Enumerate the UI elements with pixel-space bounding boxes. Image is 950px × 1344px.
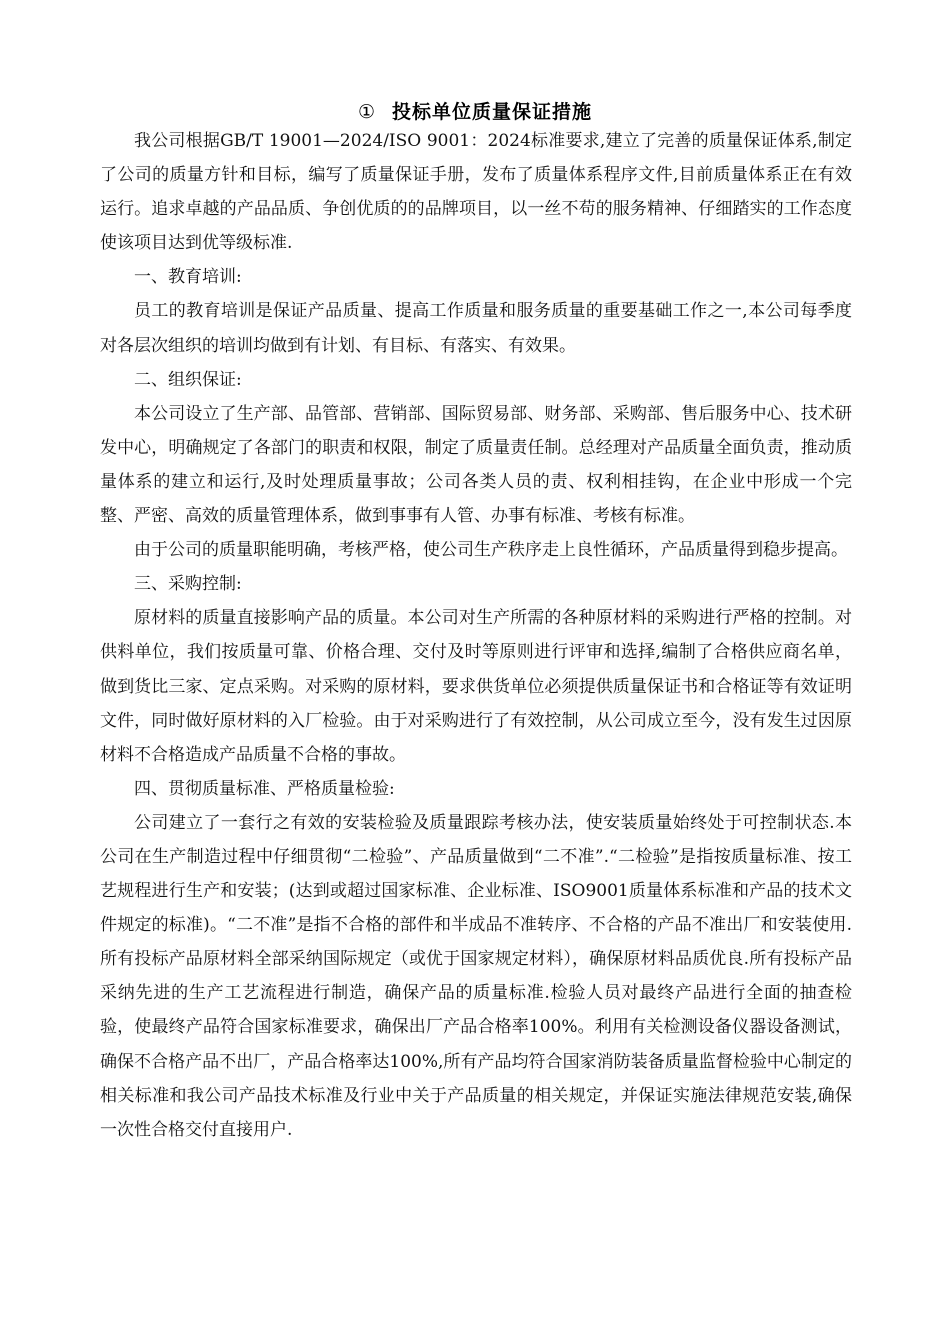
section-heading-procurement: 三、采购控制: xyxy=(134,574,242,595)
training-paragraph: 员工的教育培训是保证产品质量、提高工作质量和服务质量的重要基础工作之一,本公司每季度对各层次组织的培训均做到有计划、有目标、有落实、有效果。 xyxy=(100,301,852,356)
document-body xyxy=(100,124,852,1147)
organization-paragraph: 本公司设立了生产部、品管部、营销部、国际贸易部、财务部、采购部、售后服务中心、技术研发中心，明确规定了各部门的职责和权限，制定了质量责任制。总经理对产品质量全面负责，推动质量体系的建立和运行,及时处理质量事故；公司各类人员的责、权利相挂钩，在企业中形成一个完整、严密、高效的质量管理体系，做到事事有人管、办事有标准、考核有标准。 xyxy=(100,403,852,527)
intro-paragraph: 我公司根据GB/T 19001—2024/ISO 9001：2024标准要求,建立了完善的质量保证体系,制定了公司的质量方针和目标，编写了质量保证手册，发布了质量体系程序文件,目前质量体系正在有效运行。追求卓越的产品品质、争创优质的的品牌项目，以一丝不苟的服务精神、仔细踏实的工作态度使该项目达到优等级标准. xyxy=(100,131,852,254)
organization-result-paragraph: 由于公司的质量职能明确，考核严格，使公司生产秩序走上良性循环，产品质量得到稳步提高。 xyxy=(134,540,848,561)
section-heading-organization: 二、组织保证: xyxy=(134,369,242,390)
title-text: 投标单位质量保证措施 xyxy=(392,101,593,123)
procurement-paragraph: 原材料的质量直接影响产品的质量。本公司对生产所需的各种原材料的采购进行严格的控制。对供料单位，我们按质量可靠、价格合理、交付及时等原则进行评审和选择,编制了合格供应商名单，做到货比三家、定点采购。对采购的原材料，要求供货单位必须提供质量保证书和合格证等有效证明文件，同时做好原材料的入厂检验。由于对采购进行了有效控制，从公司成立至今，没有发生过因原材料不合格造成产品质量不合格的事故。 xyxy=(100,608,852,765)
title-number: ① xyxy=(357,101,377,123)
inspection-paragraph: 公司建立了一套行之有效的安装检验及质量跟踪考核办法，使安装质量始终处于可控制状态.本公司在生产制造过程中仔细贯彻“二检验”、产品质量做到“二不准”.“二检验”是指按质量标准、按工艺规程进行生产和安装；(达到或超过国家标准、企业标准、ISO9001质量体系标准和产品的技术文件规定的标准)。“二不准”是指不合格的部件和半成品不准转序、不合格的产品不准出厂和安装使用.所有投标产品原材料全部采纳国际规定（或优于国家规定材料），确保原材料品质优良.所有投标产品采纳先进的生产工艺流程进行制造，确保产品的质量标准.检验人员对最终产品进行全面的抽查检验，使最终产品符合国家标准要求，确保出厂产品合格率100%。利用有关检测设备仪器设备测试，确保不合格产品不出厂，产品合格率达100%,所有产品均符合国家消防装备质量监督检验中心制定的相关标准和我公司产品技术标准及行业中关于产品质量的相关规定，并保证实施法律规范安装,确保一次性合格交付直接用户. xyxy=(100,812,852,1140)
section-heading-inspection: 四、贯彻质量标准、严格质量检验: xyxy=(134,778,395,799)
section-heading-training: 一、教育培训: xyxy=(134,267,242,288)
